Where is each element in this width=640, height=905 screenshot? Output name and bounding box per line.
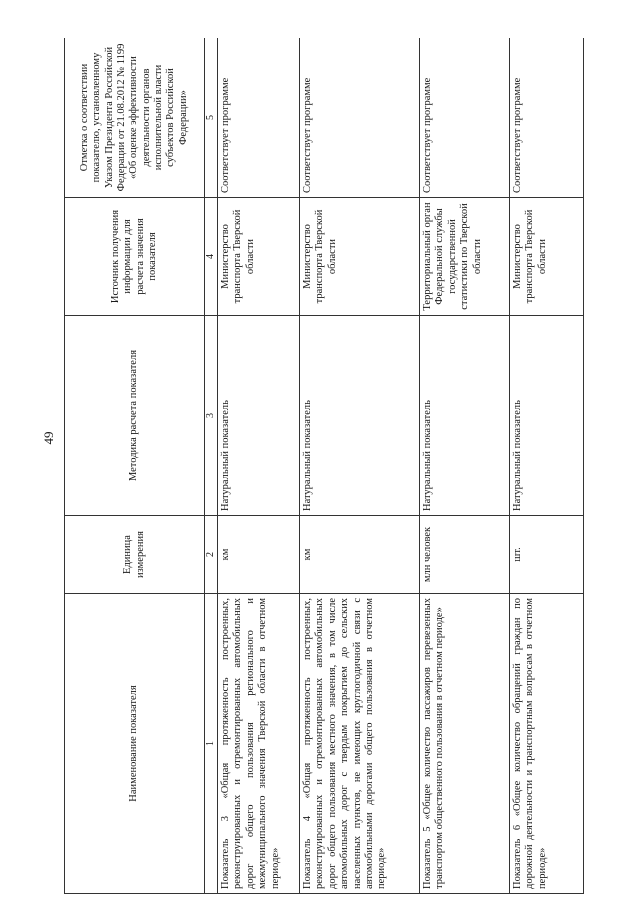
source-cell: Территориальный орган Федеральной службы государственной статистики по Тверской области bbox=[420, 198, 510, 316]
unit-cell: шт. bbox=[510, 516, 584, 594]
column-number: 4 bbox=[205, 198, 218, 316]
table-header-row bbox=[65, 38, 205, 894]
method-cell: Натуральный показатель bbox=[420, 316, 510, 516]
column-number: 1 bbox=[205, 594, 218, 894]
method-cell: Натуральный показатель bbox=[218, 316, 300, 516]
method-cell: Натуральный показатель bbox=[510, 316, 584, 516]
table-viewport bbox=[64, 38, 584, 894]
table-row bbox=[300, 38, 420, 894]
method-cell: Натуральный показатель bbox=[300, 316, 420, 516]
table-row bbox=[510, 38, 584, 894]
indicator-name-cell: Показатель 5 «Общее количество пассажиров перевезенных транспортом общественного пользования в отчетном периоде» bbox=[420, 594, 510, 894]
header-method: Методика расчета показателя bbox=[65, 316, 205, 516]
table-row bbox=[218, 38, 300, 894]
column-number: 3 bbox=[205, 316, 218, 516]
column-number-row bbox=[205, 38, 218, 894]
indicators-table bbox=[64, 38, 584, 894]
page-number: 49 bbox=[41, 431, 56, 445]
source-cell: Министерство транспорта Тверской области bbox=[218, 198, 300, 316]
header-source: Источник получения информации для расчета значения показателя bbox=[65, 198, 205, 316]
unit-cell: млн человек bbox=[420, 516, 510, 594]
indicator-name-cell: Показатель 3 «Общая протяженность построенных, реконструированных и отремонтированных автомобильных дорог общего пользования регионального и межмуниципального значения Тверской области в отчетном периоде» bbox=[218, 594, 300, 894]
indicator-name-cell: Показатель 4 «Общая протяженность построенных, реконструированных и отремонтированных автомобильных дорог общего пользования местного значения, в том числе автомобильных дорог с твердым покрытием до сельских населенных пунктов, не имеющих круглогодичной связи с автомобильными дорогами общего пользования в отчетном периоде» bbox=[300, 594, 420, 894]
unit-cell: км bbox=[218, 516, 300, 594]
header-indicator-name: Наименование показателя bbox=[65, 594, 205, 894]
column-number: 5 bbox=[205, 38, 218, 198]
unit-cell: км bbox=[300, 516, 420, 594]
rotated-table-container bbox=[64, 38, 584, 894]
header-unit: Единица измерения bbox=[65, 516, 205, 594]
column-number: 2 bbox=[205, 516, 218, 594]
header-compliance-mark: Отметка о соответствии показателю, установленному Указом Президента Российской Федерации от 21.08.2012 № 1199 «Об оценке эффективности деятельности органов исполнительной власти субъектов Российской Федерации» bbox=[65, 38, 205, 198]
source-cell: Министерство транспорта Тверской области bbox=[510, 198, 584, 316]
compliance-cell: Соответствует программе bbox=[420, 38, 510, 198]
compliance-cell: Соответствует программе bbox=[510, 38, 584, 198]
indicator-name-cell: Показатель 6 «Общее количество обращений граждан по дорожной деятельности и транспортным вопросам в отчетном периоде» bbox=[510, 594, 584, 894]
compliance-cell: Соответствует программе bbox=[218, 38, 300, 198]
compliance-cell: Соответствует программе bbox=[300, 38, 420, 198]
source-cell: Министерство транспорта Тверской области bbox=[300, 198, 420, 316]
table-row bbox=[420, 38, 510, 894]
